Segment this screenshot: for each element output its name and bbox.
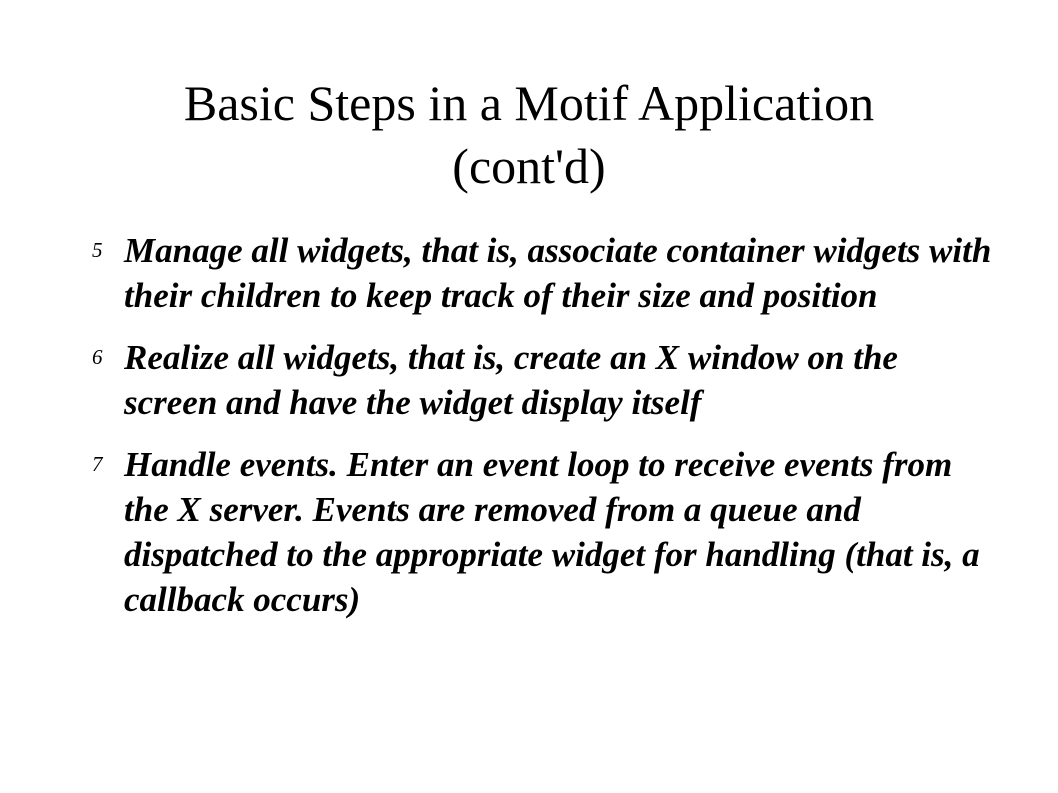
- list-item: [92, 335, 992, 425]
- bullet-list: [92, 228, 992, 622]
- list-item: [92, 442, 992, 622]
- bullet-number: 5: [92, 238, 103, 262]
- slide-title-line-1: Basic Steps in a Motif Application: [183, 75, 875, 131]
- list-item-text: Manage all widgets, that is, associate container widgets with their children to keep track of their size and position: [124, 231, 992, 315]
- bullet-number: 6: [92, 345, 103, 369]
- slide-title: [60, 72, 998, 198]
- list-item-text: Realize all widgets, that is, create an X window on the screen and have the widget display itself: [124, 338, 898, 422]
- bullet-number: 7: [92, 452, 103, 476]
- list-item: [92, 228, 992, 318]
- slide-title-line-2: (cont'd): [452, 138, 606, 194]
- list-item-text: Handle events. Enter an event loop to receive events from the X server. Events are removed from a queue and dispatched to the appropriate widget for handling (that is, a callback occurs): [124, 445, 980, 619]
